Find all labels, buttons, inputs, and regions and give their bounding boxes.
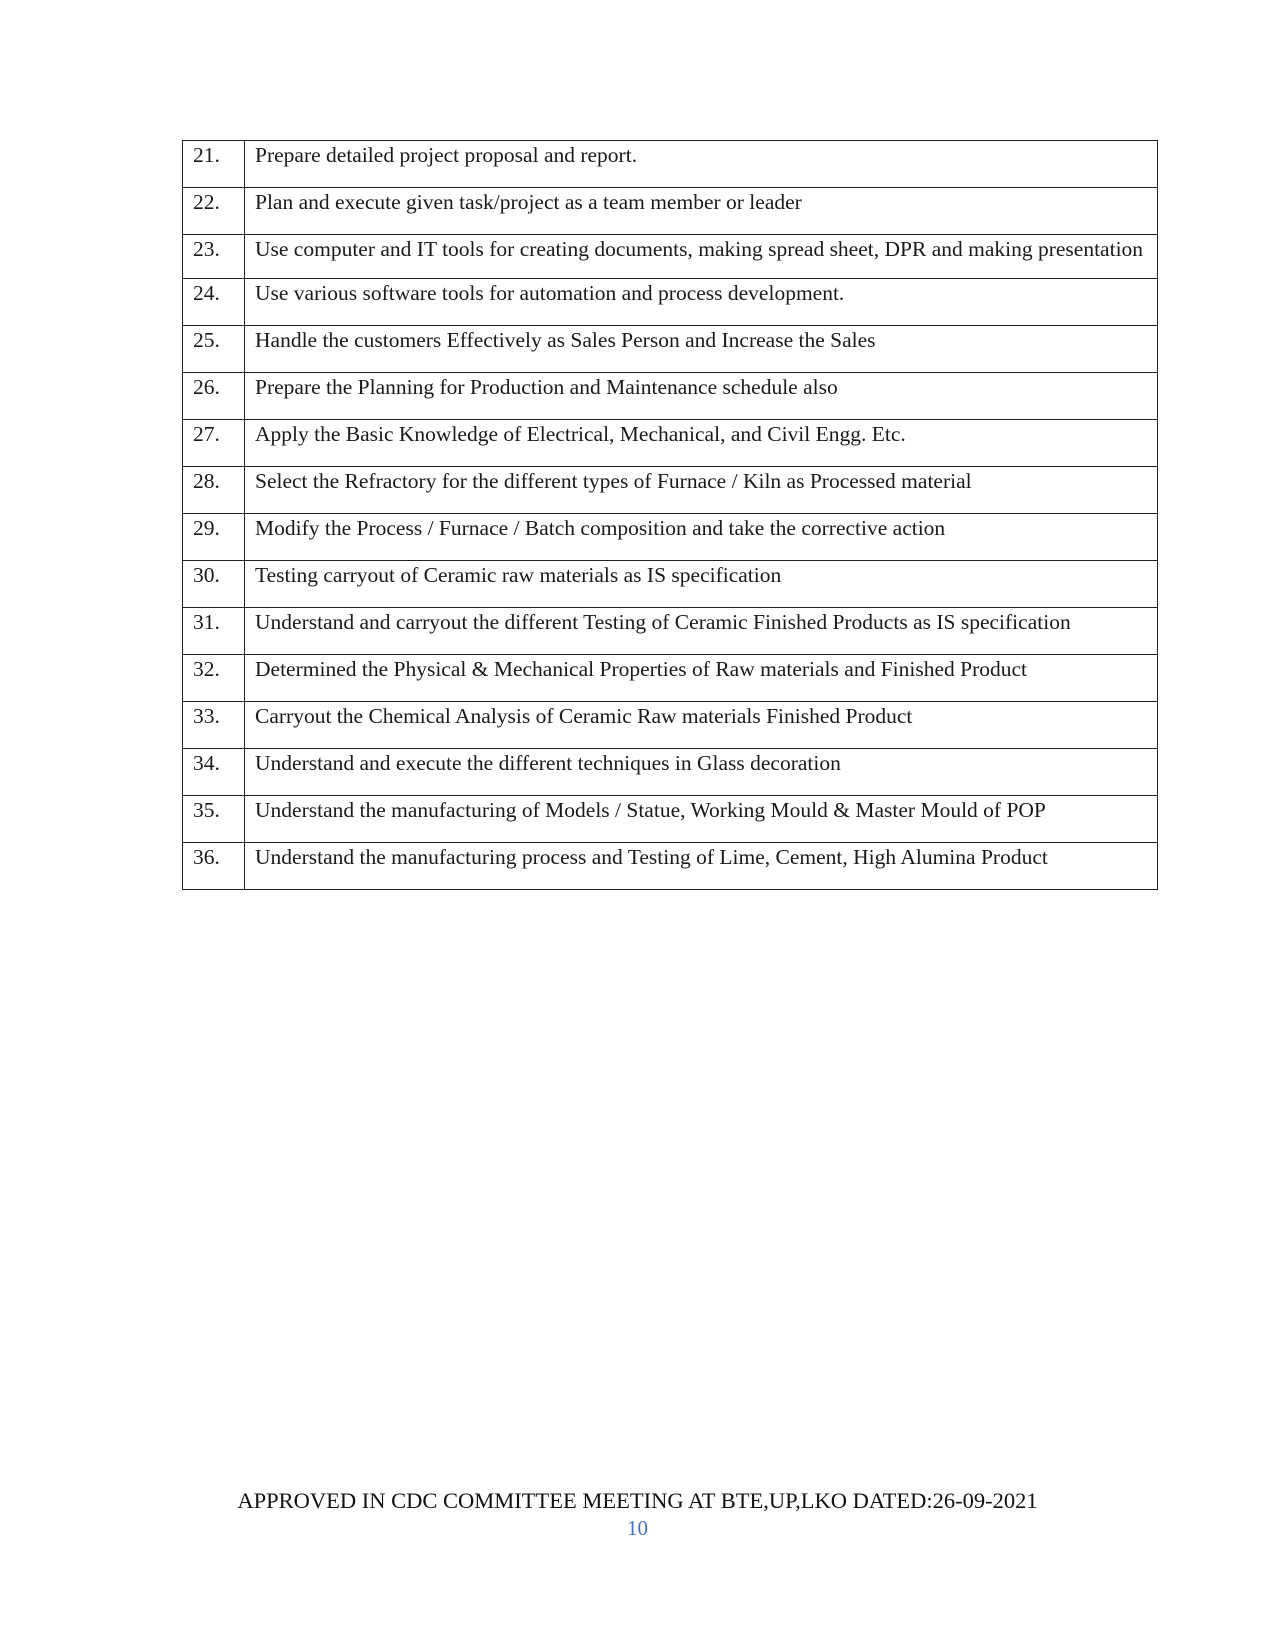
row-number: 32. bbox=[183, 655, 245, 702]
outcomes-table-body bbox=[183, 141, 1158, 890]
row-number: 29. bbox=[183, 514, 245, 561]
row-text: Select the Refractory for the different types of Furnace / Kiln as Processed material bbox=[245, 467, 1158, 514]
row-number: 27. bbox=[183, 420, 245, 467]
table-row bbox=[183, 796, 1158, 843]
outcomes-table bbox=[182, 140, 1158, 890]
row-text: Modify the Process / Furnace / Batch composition and take the corrective action bbox=[245, 514, 1158, 561]
row-number: 34. bbox=[183, 749, 245, 796]
row-text: Handle the customers Effectively as Sales Person and Increase the Sales bbox=[245, 326, 1158, 373]
row-text: Understand and carryout the different Testing of Ceramic Finished Products as IS specification bbox=[245, 608, 1158, 655]
table-row bbox=[183, 561, 1158, 608]
table-row bbox=[183, 608, 1158, 655]
table-row bbox=[183, 235, 1158, 279]
table-row bbox=[183, 467, 1158, 514]
row-text: Understand the manufacturing of Models / Statue, Working Mould & Master Mould of POP bbox=[245, 796, 1158, 843]
table-row bbox=[183, 326, 1158, 373]
approval-footer: APPROVED IN CDC COMMITTEE MEETING AT BTE,UP,LKO DATED:26-09-2021 bbox=[237, 1488, 1038, 1513]
row-text: Prepare detailed project proposal and report. bbox=[245, 141, 1158, 188]
row-number: 36. bbox=[183, 843, 245, 890]
row-text: Carryout the Chemical Analysis of Ceramic Raw materials Finished Product bbox=[245, 702, 1158, 749]
table-row bbox=[183, 702, 1158, 749]
row-number: 21. bbox=[183, 141, 245, 188]
table-row bbox=[183, 655, 1158, 702]
row-text: Determined the Physical & Mechanical Properties of Raw materials and Finished Product bbox=[245, 655, 1158, 702]
row-number: 24. bbox=[183, 279, 245, 326]
row-number: 33. bbox=[183, 702, 245, 749]
table-row bbox=[183, 279, 1158, 326]
row-text: Plan and execute given task/project as a team member or leader bbox=[245, 188, 1158, 235]
page-number: 10 bbox=[627, 1516, 648, 1540]
row-number: 26. bbox=[183, 373, 245, 420]
row-number: 31. bbox=[183, 608, 245, 655]
row-text: Prepare the Planning for Production and Maintenance schedule also bbox=[245, 373, 1158, 420]
row-number: 30. bbox=[183, 561, 245, 608]
table-row bbox=[183, 373, 1158, 420]
row-number: 25. bbox=[183, 326, 245, 373]
table-row bbox=[183, 141, 1158, 188]
row-text: Use computer and IT tools for creating documents, making spread sheet, DPR and making presentation bbox=[245, 235, 1158, 279]
row-text: Apply the Basic Knowledge of Electrical, Mechanical, and Civil Engg. Etc. bbox=[245, 420, 1158, 467]
table-row bbox=[183, 188, 1158, 235]
table-row bbox=[183, 749, 1158, 796]
table-row bbox=[183, 420, 1158, 467]
row-text: Understand the manufacturing process and Testing of Lime, Cement, High Alumina Product bbox=[245, 843, 1158, 890]
row-text: Understand and execute the different techniques in Glass decoration bbox=[245, 749, 1158, 796]
row-text: Use various software tools for automation and process development. bbox=[245, 279, 1158, 326]
row-number: 28. bbox=[183, 467, 245, 514]
row-number: 35. bbox=[183, 796, 245, 843]
row-text: Testing carryout of Ceramic raw materials as IS specification bbox=[245, 561, 1158, 608]
row-number: 22. bbox=[183, 188, 245, 235]
table-row bbox=[183, 514, 1158, 561]
row-number: 23. bbox=[183, 235, 245, 279]
table-row bbox=[183, 843, 1158, 890]
